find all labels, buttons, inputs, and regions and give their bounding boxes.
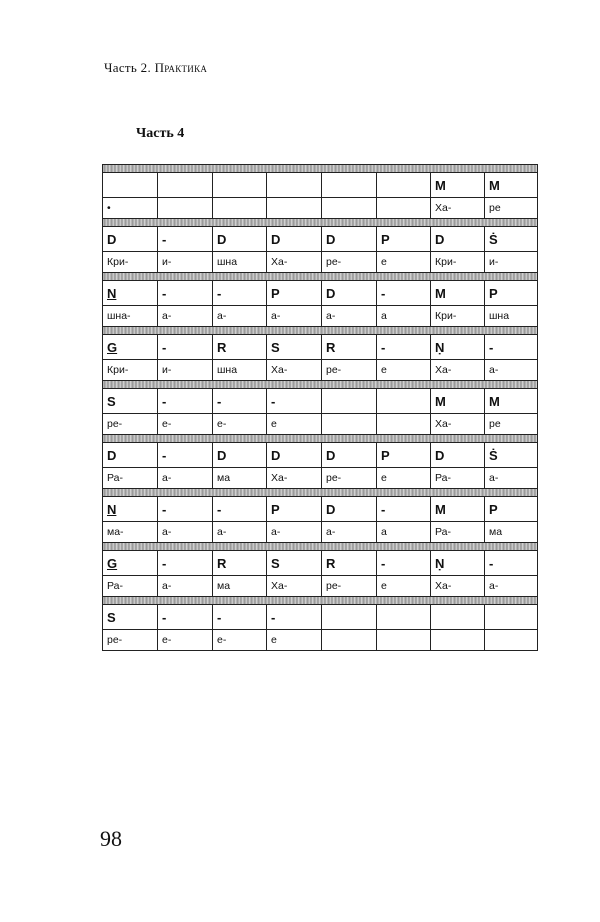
section-title: Часть 4 [136, 126, 185, 141]
note-cell: D [213, 443, 267, 468]
note-cell: G [103, 551, 158, 576]
lyric-cell: е- [213, 630, 267, 651]
note-cell: - [158, 281, 213, 306]
lyric-cell: а- [158, 306, 213, 327]
note-cell [322, 605, 377, 630]
notes-row [103, 281, 538, 306]
lyric-cell: е- [158, 630, 213, 651]
note-cell: M [431, 173, 485, 198]
lyric-cell: а [377, 522, 431, 543]
note-cell: P [267, 281, 322, 306]
running-head [104, 60, 207, 76]
lyrics-row [103, 252, 538, 273]
lyric-cell: Ха- [267, 576, 322, 597]
lyrics-row [103, 414, 538, 435]
lyric-cell: а- [485, 576, 538, 597]
notes-row [103, 551, 538, 576]
note-cell: P [485, 281, 538, 306]
lyric-cell [158, 198, 213, 219]
note-cell: - [213, 605, 267, 630]
lyric-cell: Ра- [431, 522, 485, 543]
lyric-cell: ма [213, 468, 267, 489]
separator-band [103, 597, 538, 605]
lyric-cell: Ха- [267, 360, 322, 381]
running-head-prefix: Часть 2. [104, 60, 151, 75]
note-cell: M [431, 497, 485, 522]
note-cell: S [267, 335, 322, 360]
note-cell [377, 173, 431, 198]
separator-band [103, 219, 538, 227]
lyric-cell [377, 630, 431, 651]
lyric-cell: Ха- [267, 252, 322, 273]
lyrics-row [103, 306, 538, 327]
note-cell [431, 605, 485, 630]
note-cell: - [213, 281, 267, 306]
note-cell [103, 173, 158, 198]
separator-row [103, 327, 538, 335]
lyric-cell: Ха- [431, 414, 485, 435]
lyric-cell [322, 630, 377, 651]
page-number: 98 [100, 826, 122, 851]
lyric-cell [485, 630, 538, 651]
note-cell [267, 173, 322, 198]
lyric-cell [267, 198, 322, 219]
note-cell: D [431, 443, 485, 468]
lyric-cell [377, 414, 431, 435]
separator-row [103, 435, 538, 443]
lyric-cell: е [377, 252, 431, 273]
note-cell: D [103, 443, 158, 468]
lyric-cell: шна [485, 306, 538, 327]
separator-band [103, 327, 538, 335]
lyric-cell: е [267, 414, 322, 435]
lyric-cell: ма [213, 576, 267, 597]
note-cell: R [322, 335, 377, 360]
lyric-cell: Кри- [431, 252, 485, 273]
separator-band [103, 273, 538, 281]
note-cell: - [158, 335, 213, 360]
lyric-cell: а- [267, 306, 322, 327]
lyric-cell [322, 414, 377, 435]
lyric-cell: ре- [103, 630, 158, 651]
lyric-cell: е- [213, 414, 267, 435]
notation-table [102, 164, 538, 651]
lyric-cell [213, 198, 267, 219]
note-cell [158, 173, 213, 198]
lyric-cell: и- [485, 252, 538, 273]
note-cell: Ṇ [431, 335, 485, 360]
note-cell: D [267, 443, 322, 468]
note-cell: D [431, 227, 485, 252]
note-cell: G [103, 335, 158, 360]
note-cell: M [485, 173, 538, 198]
lyric-cell: ре [485, 198, 538, 219]
separator-row [103, 597, 538, 605]
note-cell [485, 605, 538, 630]
lyric-cell: и- [158, 252, 213, 273]
notes-row [103, 335, 538, 360]
lyric-cell: а- [213, 306, 267, 327]
lyric-cell: ре- [322, 468, 377, 489]
note-cell: - [213, 497, 267, 522]
lyric-cell: е [377, 576, 431, 597]
lyrics-row [103, 522, 538, 543]
lyric-cell: шна [213, 252, 267, 273]
lyrics-row [103, 576, 538, 597]
lyric-cell: Ра- [103, 576, 158, 597]
lyric-cell: Ха- [431, 198, 485, 219]
lyric-cell: а- [322, 522, 377, 543]
note-cell: M [431, 389, 485, 414]
lyric-cell: Кри- [431, 306, 485, 327]
lyric-cell: е [377, 468, 431, 489]
lyric-cell [322, 198, 377, 219]
lyric-cell: Ра- [103, 468, 158, 489]
lyric-cell: а [377, 306, 431, 327]
separator-row [103, 381, 538, 389]
note-cell: - [158, 443, 213, 468]
note-cell: - [485, 335, 538, 360]
lyric-cell: шна [213, 360, 267, 381]
lyric-cell: а- [322, 306, 377, 327]
lyric-cell: а- [158, 576, 213, 597]
note-cell: M [431, 281, 485, 306]
lyric-cell: Ха- [267, 468, 322, 489]
note-cell: - [485, 551, 538, 576]
note-cell: - [377, 497, 431, 522]
note-cell: - [158, 227, 213, 252]
note-cell: S [103, 389, 158, 414]
lyric-cell: Ха- [431, 360, 485, 381]
note-cell: D [322, 281, 377, 306]
note-cell: - [377, 551, 431, 576]
separator-band [103, 381, 538, 389]
note-cell: S [267, 551, 322, 576]
lyric-cell: е [267, 630, 322, 651]
lyric-cell: а- [485, 360, 538, 381]
separator-band [103, 435, 538, 443]
lyric-cell: а- [158, 468, 213, 489]
lyric-cell: ма- [103, 522, 158, 543]
note-cell: D [322, 443, 377, 468]
note-cell: - [158, 497, 213, 522]
lyric-cell: а- [267, 522, 322, 543]
note-cell: N [103, 281, 158, 306]
note-cell: S [103, 605, 158, 630]
notes-row [103, 227, 538, 252]
note-cell: D [322, 497, 377, 522]
lyric-cell: ре [485, 414, 538, 435]
lyric-cell [377, 198, 431, 219]
separator-band [103, 165, 538, 173]
lyric-cell: Ха- [431, 576, 485, 597]
note-cell: P [377, 443, 431, 468]
lyric-cell: а- [158, 522, 213, 543]
note-cell: P [485, 497, 538, 522]
notes-row [103, 497, 538, 522]
note-cell: N [103, 497, 158, 522]
note-cell: - [158, 389, 213, 414]
separator-row [103, 273, 538, 281]
lyric-cell [431, 630, 485, 651]
note-cell: - [267, 389, 322, 414]
note-cell: R [213, 335, 267, 360]
lyric-cell: е- [158, 414, 213, 435]
notation-body [103, 165, 538, 651]
note-cell: - [267, 605, 322, 630]
lyric-cell: а- [213, 522, 267, 543]
note-cell [213, 173, 267, 198]
note-cell: Ṡ [485, 443, 538, 468]
note-cell: D [213, 227, 267, 252]
note-cell [377, 389, 431, 414]
lyric-cell: ре- [322, 576, 377, 597]
notes-row [103, 389, 538, 414]
lyric-cell: шна- [103, 306, 158, 327]
lyric-cell: ре- [322, 360, 377, 381]
lyric-cell: и- [158, 360, 213, 381]
lyrics-row [103, 468, 538, 489]
note-cell [322, 389, 377, 414]
note-cell: M [485, 389, 538, 414]
note-cell [377, 605, 431, 630]
lyric-cell: е [377, 360, 431, 381]
note-cell: P [377, 227, 431, 252]
separator-band [103, 489, 538, 497]
lyric-cell: ре- [103, 414, 158, 435]
separator-row [103, 543, 538, 551]
note-cell: D [322, 227, 377, 252]
note-cell: - [158, 605, 213, 630]
separator-row [103, 489, 538, 497]
lyric-cell: Кри- [103, 360, 158, 381]
lyric-cell: ре- [322, 252, 377, 273]
note-cell: - [377, 335, 431, 360]
note-cell: - [158, 551, 213, 576]
lyric-cell: • [103, 198, 158, 219]
separator-row [103, 165, 538, 173]
note-cell: - [377, 281, 431, 306]
notes-row [103, 173, 538, 198]
note-cell: R [213, 551, 267, 576]
note-cell: P [267, 497, 322, 522]
note-cell: Ṇ [431, 551, 485, 576]
lyric-cell: Кри- [103, 252, 158, 273]
separator-band [103, 543, 538, 551]
lyrics-row [103, 360, 538, 381]
note-cell: Ṡ [485, 227, 538, 252]
notes-row [103, 605, 538, 630]
notes-row [103, 443, 538, 468]
note-cell: - [213, 389, 267, 414]
running-head-title: Практика [154, 60, 208, 75]
note-cell [322, 173, 377, 198]
lyric-cell: ма [485, 522, 538, 543]
note-cell: D [267, 227, 322, 252]
lyric-cell: Ра- [431, 468, 485, 489]
separator-row [103, 219, 538, 227]
note-cell: D [103, 227, 158, 252]
lyrics-row [103, 198, 538, 219]
lyrics-row [103, 630, 538, 651]
lyric-cell: а- [485, 468, 538, 489]
note-cell: R [322, 551, 377, 576]
